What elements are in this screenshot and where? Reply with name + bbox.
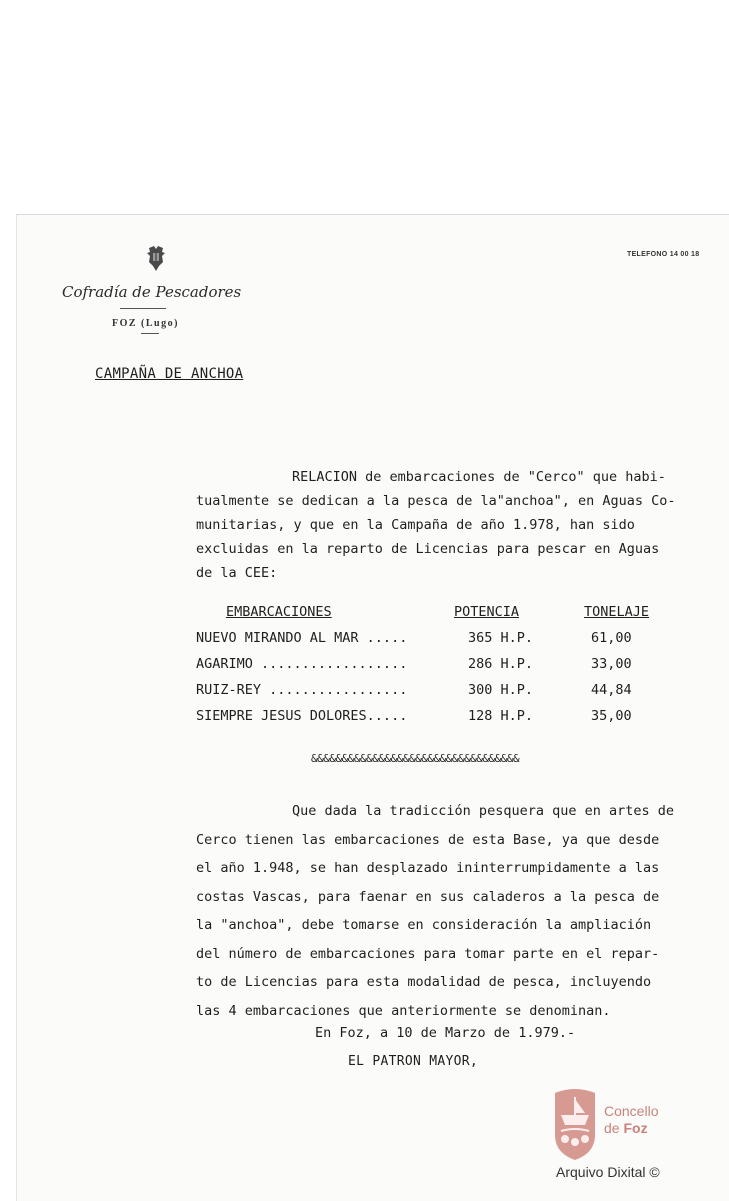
header-tonnage: TONELAJE — [584, 604, 650, 620]
vessel-table — [196, 604, 666, 734]
vessel-power: 300 H.P. — [468, 682, 534, 698]
coat-of-arms-icon — [145, 244, 167, 272]
intro-line: excluidas en la reparto de Licencias para pescar en Aguas — [196, 541, 660, 557]
body-paragraph — [196, 797, 721, 1025]
intro-line: munitarias, y que en la Campaña de año 1.978, han sido — [196, 517, 635, 533]
header-power: POTENCIA — [454, 604, 520, 620]
table-row — [196, 708, 666, 734]
vessel-tonnage: 33,00 — [591, 656, 632, 672]
closing-place-date: En Foz, a 10 de Marzo de 1.979.- — [315, 1025, 576, 1041]
vessel-name: NUEVO MIRANDO AL MAR ..... — [196, 630, 408, 646]
intro-line: de la CEE: — [196, 565, 278, 581]
separator-line: &&&&&&&&&&&&&&&&&&&&&&&&&&&&&&&&&& — [311, 752, 520, 765]
letterhead-place: FOZ (Lugo) — [112, 318, 179, 329]
watermark-line1: Concello — [604, 1103, 659, 1119]
table-header-row — [196, 604, 666, 630]
body-line: del número de embarcaciones para tomar parte en el repar- — [196, 945, 660, 962]
vessel-tonnage: 35,00 — [591, 708, 632, 724]
watermark-line2 — [604, 1120, 648, 1136]
vessel-name: AGARIMO .................. — [196, 656, 408, 672]
letterhead-name: Cofradía de Pescadores — [62, 283, 242, 301]
table-row — [196, 682, 666, 708]
body-line: Cerco tienen las embarcaciones de esta Base, ya que desde — [196, 831, 660, 848]
intro-line: tualmente se dedican a la pesca de la"anchoa", en Aguas Co- — [196, 493, 676, 509]
document-heading: CAMPAÑA DE ANCHOA — [95, 366, 244, 382]
body-line: Que dada la tradicción pesquera que en artes de — [292, 803, 675, 819]
letterhead-divider-small — [141, 333, 159, 334]
vessel-power: 365 H.P. — [468, 630, 534, 646]
vessel-tonnage: 61,00 — [591, 630, 632, 646]
intro-paragraph — [196, 465, 721, 585]
vessel-power: 286 H.P. — [468, 656, 534, 672]
vessel-power: 128 H.P. — [468, 708, 534, 724]
table-row — [196, 656, 666, 682]
signer-title: EL PATRON MAYOR, — [348, 1054, 479, 1069]
body-line: to de Licencias para esta modalidad de pesca, incluyendo — [196, 974, 652, 990]
watermark-line2-bold: Foz — [623, 1120, 648, 1136]
vessel-tonnage: 44,84 — [591, 682, 632, 698]
watermark-line2-prefix: de — [604, 1120, 624, 1136]
archive-watermark — [551, 1087, 701, 1187]
body-line: costas Vascas, para faenar en sus caladeros a la pesca de — [196, 888, 660, 905]
header-vessels: EMBARCACIONES — [226, 604, 332, 620]
table-row — [196, 630, 666, 656]
watermark-archive-label: Arquivo Dixital © — [556, 1164, 660, 1180]
concello-shield-icon — [551, 1087, 599, 1161]
vessel-name: SIEMPRE JESUS DOLORES..... — [196, 708, 408, 724]
body-line: el año 1.948, se han desplazado ininterrumpidamente a las — [196, 860, 660, 876]
body-line: la "anchoa", debe tomarse en consideración la ampliación — [196, 917, 652, 933]
letterhead-divider — [120, 308, 166, 309]
body-line: las 4 embarcaciones que anteriormente se denominan. — [196, 1002, 611, 1019]
telephone-number: TELEFONO 14 00 18 — [627, 251, 700, 258]
vessel-name: RUIZ-REY ................. — [196, 682, 408, 698]
intro-line: RELACION de embarcaciones de "Cerco" que habi- — [292, 469, 666, 485]
